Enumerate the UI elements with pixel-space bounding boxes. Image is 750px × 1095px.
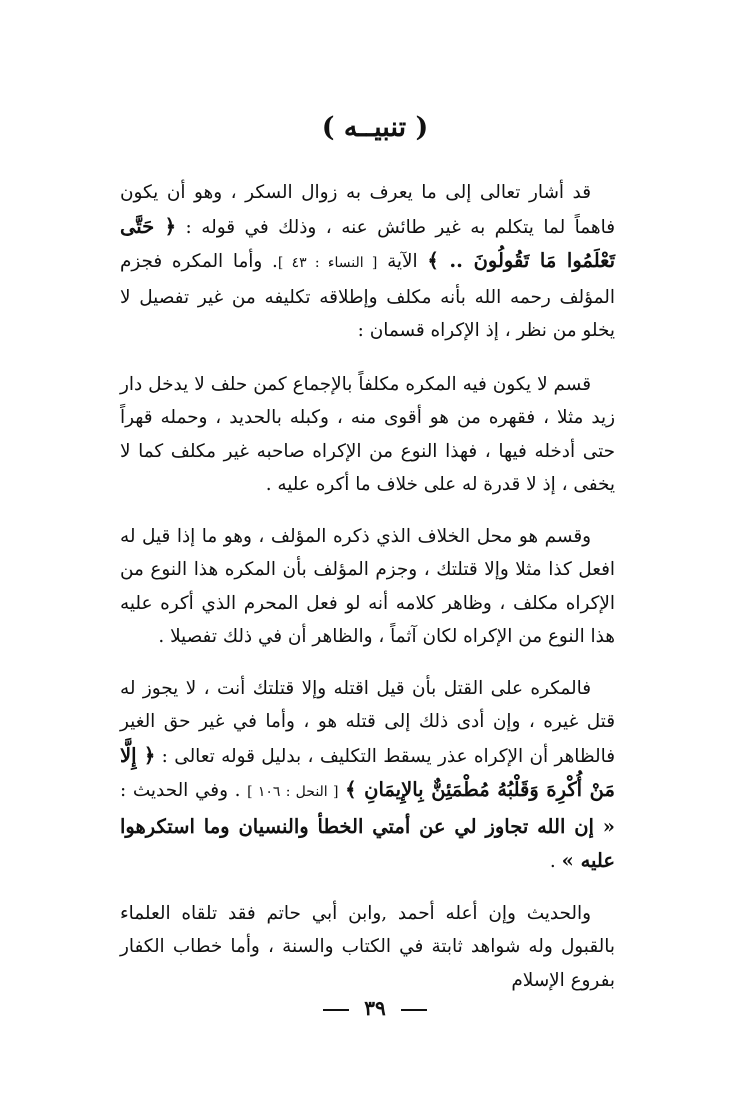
page-number: ٣٩ — [364, 996, 386, 1020]
body-text — [120, 176, 615, 1015]
paragraph-text: فالمكره على القتل بأن قيل اقتله وإلا قتلتك أنت ، لا يجوز له قتل غيره ، وإن أدى ذلك إلى قتله هو ، وأما في غير حق الغير فالظاهر أن الإكراه عذر يسقط التكليف ، بدليل قوله تعالى : — [120, 677, 615, 767]
paragraph — [120, 672, 615, 879]
paragraph — [120, 897, 615, 998]
paragraph — [120, 520, 615, 654]
paragraph-text: . — [549, 851, 562, 872]
footer-dash-left — [323, 1009, 349, 1011]
reference-citation: [ النساء : ٤٣ ] — [277, 255, 378, 271]
section-title: ( تنبيــه ) — [321, 112, 429, 143]
paragraph-text: وقسم هو محل الخلاف الذي ذكره المؤلف ، وهو ما إذا قيل له افعل كذا مثلا وإلا قتلتك ، وجزم المؤلف بأن المكره هذا النوع من الإكراه مكلف ، وظاهر كلامه أنه لو فعل المحرم الذي أكره عليه هذا النوع من الإكراه لكان آثماً ، والظاهر أن في ذلك تفصيلا . — [120, 525, 615, 647]
quoted-text: ﴿ حَتَّى تَعْلَمُوا مَا تَقُولُونَ .. ﴾ — [120, 214, 615, 272]
paragraph-text: الآية — [377, 251, 428, 272]
quoted-text: ﴿ إِلَّا مَنْ أُكْرِهَ وَقَلْبُهُ مُطْمَئِنٌّ بِالإِيمَانِ ﴾ — [120, 743, 615, 801]
reference-citation: [ النحل : ١٠٦ ] — [247, 784, 339, 800]
page-footer — [0, 996, 750, 1020]
quoted-text: « إن الله تجاوز لي عن أمتي الخطأ والنسيان وما استكرهوا عليه » — [120, 814, 615, 872]
paragraph — [120, 368, 615, 502]
paragraph-text: . وفي الحديث : — [120, 780, 248, 801]
paragraph-text: والحديث وإن أعله أحمد ,وابن أبي حاتم فقد تلقاه العلماء بالقبول وله شواهد ثابتة في الكتاب والسنة ، وأما خطاب الكفار بفروع الإسلام — [120, 902, 615, 991]
paragraph-text: . وأما المكره فجزم المؤلف رحمه الله بأنه مكلف وإطلاقه تكليفه من غير تفصيل لا يخلو من نظر ، إذ الإكراه قسمان : — [120, 251, 615, 341]
paragraph-text: قد أشار تعالى إلى ما يعرف به زوال السكر ، وهو أن يكون فاهماً لما يتكلم به غير طائش عنه ، وذلك في قوله : — [120, 182, 615, 238]
paragraph — [120, 176, 615, 348]
paragraph-text: قسم لا يكون فيه المكره مكلفاً بالإجماع كمن حلف لا يدخل دار زيد مثلا ، فقهره من هو أقوى منه ، وكبله بالحديد ، وحمله قهراً حتى أدخله فيها ، فهذا النوع من الإكراه صاحبه غير مكلف كما لا يخفى ، إذ لا قدرة له على خلاف ما أكره عليه . — [120, 373, 615, 495]
footer-dash-right — [401, 1009, 427, 1011]
